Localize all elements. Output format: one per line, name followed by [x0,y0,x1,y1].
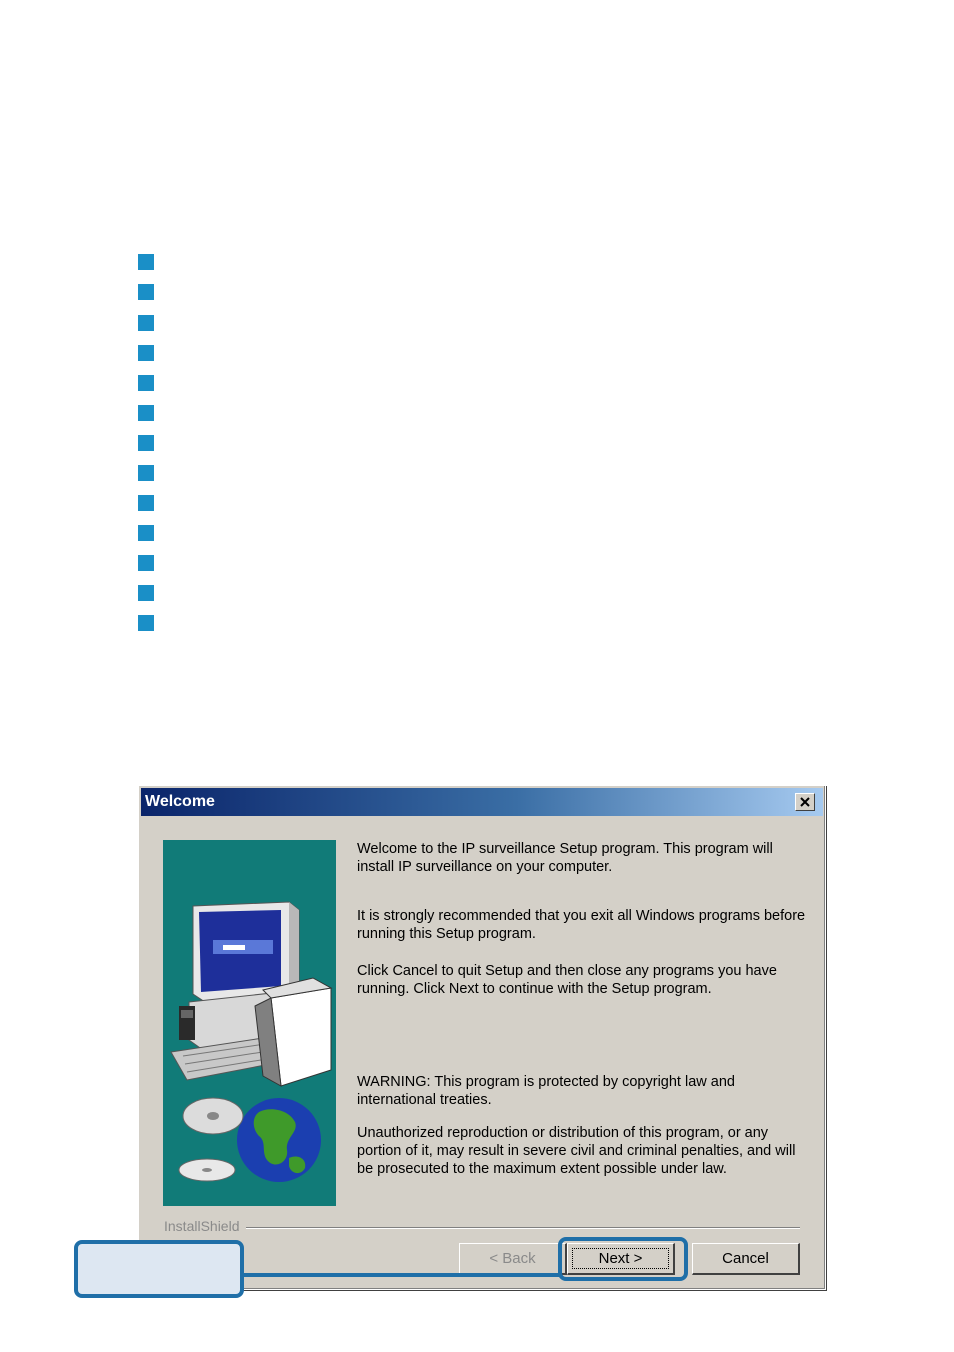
next-button-label: Next > [598,1250,643,1267]
bullet-square-icon [138,585,154,601]
bullet-square-icon [138,465,154,481]
bullet-square-icon [138,555,154,571]
bullet-square-icon [138,254,154,270]
installshield-label: InstallShield [164,1218,246,1234]
dialog-title: Welcome [145,793,215,810]
callout-connector [243,1273,560,1277]
recommendation-paragraph: It is strongly recommended that you exit all Windows programs before running this Setup program. [357,908,806,942]
bullet-square-icon [138,315,154,331]
back-button[interactable] [459,1243,567,1275]
separator-line [164,1227,800,1229]
welcome-dialog [138,785,826,1290]
close-button[interactable] [795,793,815,811]
cancel-button[interactable] [692,1243,800,1275]
bullet-square-icon [138,525,154,541]
callout-box [74,1240,244,1298]
bullet-square-icon [138,284,154,300]
bullet-square-icon [138,405,154,421]
legal-paragraph: Unauthorized reproduction or distribution of this program, or any portion of it, may result in severe civil and criminal penalties, and will be prosecuted to the maximum extent possible under law. [357,1125,796,1177]
bullet-square-icon [138,615,154,631]
bullet-square-icon [138,345,154,361]
cancel-button-label: Cancel [722,1250,769,1267]
bullet-square-icon [138,435,154,451]
bullet-square-icon [138,495,154,511]
setup-illustration [163,840,336,1206]
title-bar[interactable] [141,788,823,816]
computer-setup-illustration-icon [163,840,336,1206]
welcome-paragraph: Welcome to the IP surveillance Setup program. This program will install IP surveillance on your computer. [357,841,773,875]
next-button-highlight [558,1237,688,1281]
close-icon [799,797,811,807]
warning-paragraph: WARNING: This program is protected by copyright law and international treaties. [357,1074,735,1108]
back-button-label: < Back [489,1250,536,1267]
bullet-square-icon [138,375,154,391]
instructions-paragraph: Click Cancel to quit Setup and then close any programs you have running. Click Next to continue with the Setup program. [357,963,777,997]
